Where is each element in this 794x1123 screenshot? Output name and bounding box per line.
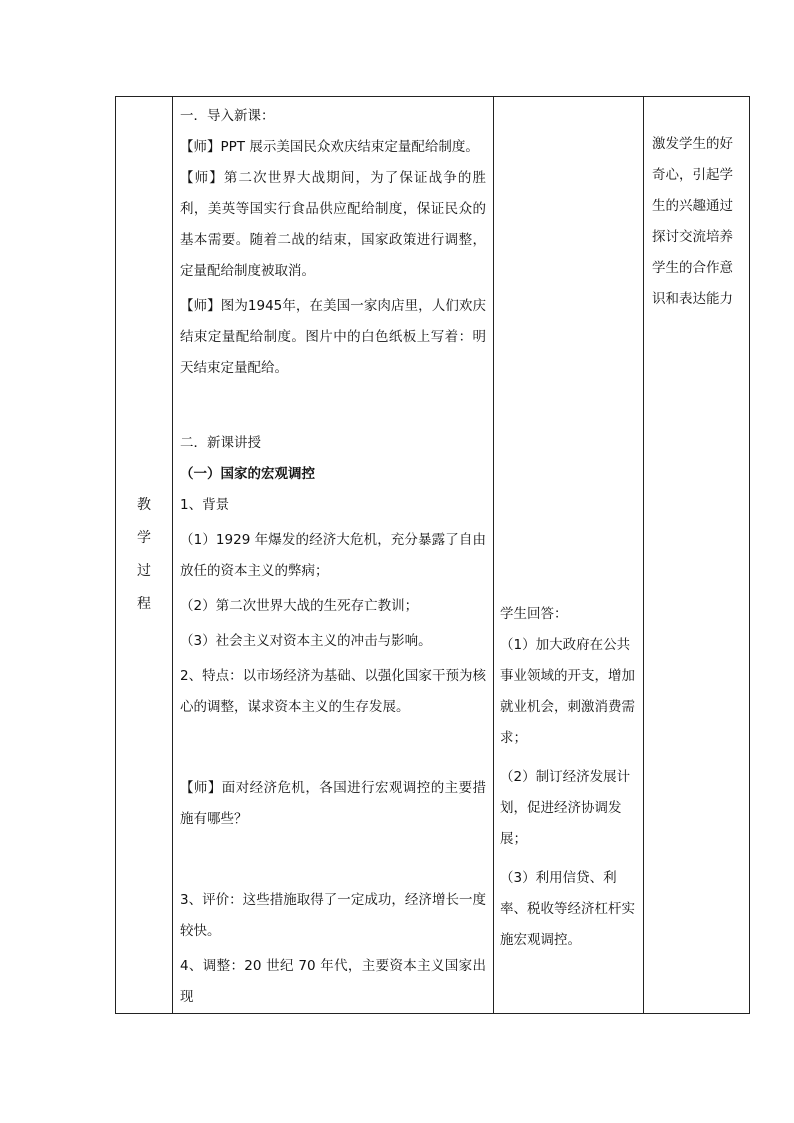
intro-line: 【师】PPT 展示美国民众欢庆结束定量配给制度。	[180, 139, 479, 155]
section-label-char: 过	[137, 563, 151, 579]
section-label-cell	[116, 97, 173, 1014]
student-answer-heading: 学生回答：	[500, 606, 568, 622]
teacher-question: 【师】面对经济危机，各国进行宏观调控的主要措施有哪些？	[180, 780, 486, 827]
new-lesson-heading: 二．新课讲授	[180, 435, 261, 451]
background-title: 1、背景	[180, 497, 230, 513]
intro-line: 【师】图为1945年，在美国一家肉店里，人们欢庆结束定量配给制度。图片中的白色纸板上写着：明天结束定量配给。	[180, 298, 486, 376]
student-answer: （3）利用信贷、利率、税收等经济杠杆实施宏观调控。	[500, 870, 635, 948]
intro-line: 【师】第二次世界大战期间，为了保证战争的胜利，美英等国实行食品供应配给制度，保证民众的基本需要。随着二战的结束，国家政策进行调整，定量配给制度被取消。	[180, 170, 486, 279]
table-row	[116, 97, 750, 1014]
student-answer: （2）制订经济发展计划，促进经济协调发展；	[500, 769, 631, 847]
intro-heading: 一．导入新课：	[180, 108, 275, 124]
subsection-heading: （一）国家的宏观调控	[180, 466, 315, 482]
student-activity-cell	[494, 97, 644, 1014]
adjustment-text: 4、调整：20 世纪 70 年代，主要资本主义国家出现	[180, 958, 486, 1005]
background-item: （2）第二次世界大战的生死存亡教训；	[180, 598, 419, 614]
design-purpose-cell	[644, 97, 750, 1014]
feature-text: 2、特点：以市场经济为基础、以强化国家干预为核心的调整，谋求资本主义的生存发展。	[180, 668, 486, 715]
teaching-content-cell	[173, 97, 494, 1014]
section-label-char: 学	[137, 530, 151, 546]
section-label-char: 程	[137, 596, 151, 612]
section-label-char: 教	[137, 497, 151, 513]
background-item: （1）1929 年爆发的经济大危机，充分暴露了自由放任的资本主义的弊病；	[180, 532, 486, 579]
design-purpose-text: 激发学生的好奇心，引起学生的兴趣通过探讨交流培养学生的合作意识和表达能力	[652, 136, 733, 307]
student-answer: （1）加大政府在公共事业领域的开支，增加就业机会，刺激消费需求；	[500, 637, 635, 746]
lesson-plan-table	[115, 96, 750, 1014]
background-item: （3）社会主义对资本主义的冲击与影响。	[180, 633, 432, 649]
evaluation-text: 3、评价：这些措施取得了一定成功，经济增长一度较快。	[180, 892, 486, 939]
